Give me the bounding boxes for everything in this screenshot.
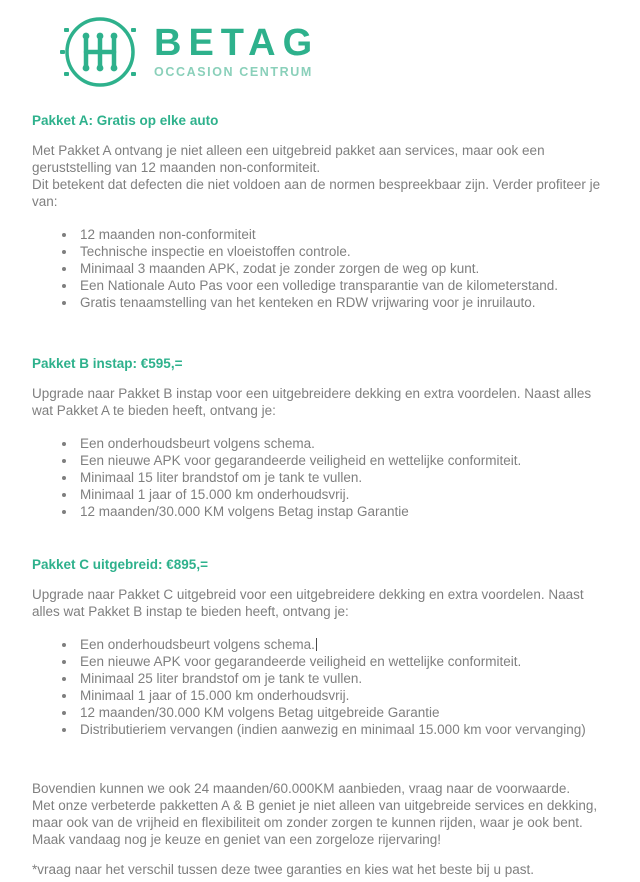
section-intro: [32, 385, 610, 419]
logo: [58, 8, 610, 96]
bullet-item: • 12 maanden non-conformiteit: [77, 226, 592, 243]
bullet-item: • Een Nationale Auto Pas voor een volledige transparantie van de kilometerstand.: [77, 277, 592, 294]
bullet-item: • Technische inspectie en vloeistoffen controle.: [77, 243, 592, 260]
section-pakket-a: [32, 112, 610, 311]
bullet-item: • 12 maanden/30.000 KM volgens Betag uitgebreide Garantie: [77, 704, 592, 721]
bullet-item: • Distributieriem vervangen (indien aanwezig en minimaal 15.000 km voor vervanging): [77, 721, 592, 738]
footer-text: [32, 780, 610, 878]
bullet-item: • Minimaal 3 maanden APK, zodat je zonder zorgen de weg op kunt.: [77, 260, 592, 277]
section-intro: [32, 142, 610, 210]
section-intro: [32, 586, 610, 620]
footnote: *vraag naar het verschil tussen deze twee garanties en kies wat het beste bij u past.: [32, 862, 535, 877]
bullet-item: • Een nieuwe APK voor gegarandeerde veiligheid en wettelijke conformiteit.: [77, 452, 592, 469]
footer-paragraph: Bovendien kunnen we ook 24 maanden/60.000KM aanbieden, vraag naar de voorwaarde.: [32, 781, 571, 796]
bullet-list: [32, 435, 592, 520]
intro-line: Upgrade naar Pakket B instap voor een uitgebreidere dekking en extra voordelen. Naast alles wat Pakket A te bieden heeft, ontvang je:: [32, 386, 592, 418]
section-heading-pakket-b: Pakket B instap: €595,=: [32, 356, 183, 371]
section-heading-pakket-c: Pakket C uitgebreid: €895,=: [32, 557, 208, 572]
bullet-list: [32, 226, 592, 311]
bullet-item: • Gratis tenaamstelling van het kenteken en RDW vrijwaring voor je inruilauto.: [77, 294, 592, 311]
bullet-text: Een onderhoudsbeurt volgens schema.: [80, 637, 315, 652]
intro-line: Met Pakket A ontvang je niet alleen een uitgebreid pakket aan services, maar ook een geruststelling van 12 maanden non-conformiteit.: [32, 143, 545, 175]
text-cursor: [316, 638, 317, 651]
logo-text: [154, 21, 320, 81]
section-heading-pakket-a: Pakket A: Gratis op elke auto: [32, 113, 219, 128]
bullet-item: • Minimaal 25 liter brandstof om je tank te vullen.: [77, 670, 592, 687]
bullet-item: • Minimaal 1 jaar of 15.000 km onderhoudsvrij.: [77, 486, 592, 503]
footer-paragraph: Met onze verbeterde pakketten A & B geniet je niet alleen van uitgebreide services en dekking, maar ook van de vrijheid en flexibiliteit om zonder zorgen te kunnen rijden, waar je ook bent.: [32, 798, 598, 830]
intro-line: Dit betekent dat defecten die niet voldoen aan de normen bespreekbaar zijn. Verder profiteer je van:: [32, 177, 601, 209]
bullet-item: • Minimaal 15 liter brandstof om je tank te vullen.: [77, 469, 592, 486]
bullet-item: • Een nieuwe APK voor gegarandeerde veiligheid en wettelijke conformiteit.: [77, 653, 592, 670]
brand-name: BETAG: [154, 21, 320, 64]
footer-paragraph: Maak vandaag nog je keuze en geniet van een zorgeloze rijervaring!: [32, 832, 442, 847]
bullet-item: [77, 636, 592, 653]
bullet-item: • Minimaal 1 jaar of 15.000 km onderhoudsvrij.: [77, 687, 592, 704]
intro-line: Upgrade naar Pakket C uitgebreid voor een uitgebreidere dekking en extra voordelen. Naast alles wat Pakket B instap te bieden heeft, ontvang je:: [32, 587, 584, 619]
brand-tagline: OCCASION CENTRUM: [154, 64, 313, 79]
gear-shift-icon: [58, 10, 142, 94]
section-pakket-c: [32, 556, 610, 738]
bullet-item: • 12 maanden/30.000 KM volgens Betag instap Garantie: [77, 503, 592, 520]
bullet-item: • Een onderhoudsbeurt volgens schema.: [77, 435, 592, 452]
section-pakket-b: [32, 355, 610, 520]
bullet-list: [32, 636, 592, 738]
